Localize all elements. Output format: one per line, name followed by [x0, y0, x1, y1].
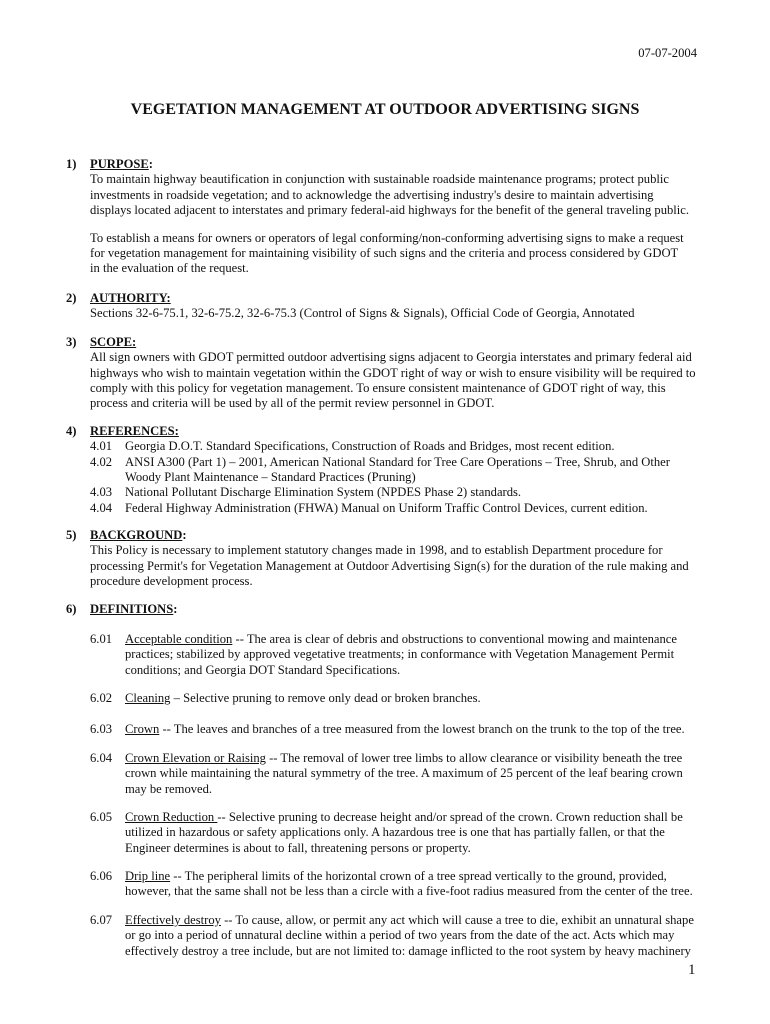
section-heading-suffix: :: [182, 528, 187, 542]
section-heading-label: REFERENCES:: [90, 424, 179, 438]
reference-number: 4.03: [90, 485, 113, 500]
definition-first-line: [125, 691, 481, 706]
definition-number: 6.05: [90, 810, 113, 824]
section-heading-label: PURPOSE: [90, 157, 149, 171]
definition-line: or go into a period of unnatural decline within a period of two years from the date of the act. Acts which may: [125, 928, 675, 943]
section-number: 5): [66, 528, 77, 542]
definition-term: Cleaning: [125, 691, 171, 705]
section-heading-label: SCOPE:: [90, 335, 137, 349]
section-heading: [90, 602, 177, 617]
definition-line: utilized in hazardous or safety applications only. A hazardous tree is one that has partially fallen, or that the: [125, 825, 665, 840]
document-title: VEGETATION MANAGEMENT AT OUTDOOR ADVERTISING SIGNS: [130, 101, 640, 118]
section-number: 1): [66, 157, 77, 171]
definition-text: -- The peripheral limits of the horizontal crown of a tree spread vertically to the ground, provided,: [170, 869, 667, 883]
definition-term: Crown Reduction: [125, 810, 218, 824]
definition-term: Crown Elevation or Raising: [125, 751, 266, 765]
definition-number: 6.07: [90, 913, 113, 927]
definition-text: -- The leaves and branches of a tree measured from the lowest branch on the trunk to the top of the tree.: [159, 722, 685, 736]
paragraph-line: for vegetation management for maintaining visibility of such signs and the criteria and process considered by GDOT: [90, 246, 679, 260]
reference-text: National Pollutant Discharge Elimination System (NPDES Phase 2) standards.: [125, 485, 522, 500]
definition-number: 6.06: [90, 869, 113, 883]
definition-first-line: [125, 913, 694, 928]
reference-number: 4.04: [90, 500, 113, 515]
definition-term: Effectively destroy: [125, 913, 221, 927]
definition-line: may be removed.: [125, 781, 213, 796]
definition-number: 6.02: [90, 691, 113, 705]
definition-term: Drip line: [125, 869, 171, 883]
definition-text: – Selective pruning to remove only dead or broken branches.: [170, 691, 481, 705]
definition-number: 6.01: [90, 632, 113, 646]
definition-text: -- The area is clear of debris and obstructions to conventional mowing and maintenance: [232, 632, 677, 646]
section-heading-label: BACKGROUND: [90, 528, 183, 542]
section-heading-suffix: :: [173, 602, 178, 616]
paragraph-line: processing Permit's for Vegetation Management at Outdoor Advertising Sign(s) for the duration of the rule making and: [90, 558, 689, 573]
definition-text: -- To cause, allow, or permit any act which will cause a tree to die, exhibit an unnatural shape: [220, 913, 694, 927]
section-number: 3): [66, 335, 77, 349]
definition-line: conditions; and Georgia DOT Standard Specifications.: [125, 662, 401, 677]
definition-number: 6.04: [90, 751, 113, 765]
paragraph-line: procedure development process.: [90, 573, 253, 588]
definition-term: Crown: [125, 722, 160, 736]
section-heading: [90, 424, 179, 439]
paragraph-line: displays located adjacent to interstates and primary federal-aid highways for the benefit of the general traveling public.: [90, 202, 690, 217]
section-heading-label: AUTHORITY:: [90, 291, 171, 305]
document-date: 07-07-2004: [638, 46, 697, 60]
paragraph-line: This Policy is necessary to implement statutory changes made in 1998, and to establish Department procedure for: [90, 543, 663, 558]
definition-first-line: [125, 722, 685, 737]
definition-first-line: [125, 869, 667, 884]
definition-text: -- The removal of lower tree limbs to allow clearance or visibility beneath the tree: [265, 751, 683, 765]
page-number: 1: [688, 962, 696, 978]
reference-number: 4.02: [90, 454, 113, 469]
reference-number: 4.01: [90, 439, 113, 454]
section-number: 6): [66, 602, 77, 616]
definition-line: Engineer determines is about to fall, threatening persons or property.: [125, 840, 471, 855]
definition-line: however, that the same shall not be less than a circle with a five-foot radius measured from the center of the tree.: [125, 884, 693, 899]
definition-line: effectively destroy a tree include, but are not limited to: damage inflicted to the root system by heavy machinery: [125, 943, 691, 958]
section-number: 4): [66, 424, 77, 438]
section-heading: [90, 335, 136, 350]
paragraph-line: All sign owners with GDOT permitted outdoor advertising signs adjacent to Georgia interstates and primary federal aid: [90, 350, 692, 365]
definition-text: -- Selective pruning to decrease height and/or spread of the crown. Crown reduction shall be: [217, 810, 683, 824]
paragraph-line: Sections 32-6-75.1, 32-6-75.2, 32-6-75.3 (Control of Signs & Signals), Official Code of Georgia, Annotated: [90, 306, 635, 321]
section-heading: [90, 528, 187, 543]
paragraph-line: process and criteria will be used by all of the permit review personnel in GDOT.: [90, 396, 495, 411]
reference-text: ANSI A300 (Part 1) – 2001, American National Standard for Tree Care Operations – Tree, Shrub, and Other: [125, 454, 670, 469]
paragraph-line: investments in roadside vegetation; and to acknowledge the advertising industry's desire to maintain advertising: [90, 187, 654, 202]
definition-first-line: [125, 810, 683, 825]
definition-first-line: [125, 632, 677, 647]
definition-term: Acceptable condition: [125, 632, 233, 646]
reference-text: Woody Plant Maintenance – Standard Practices (Pruning): [125, 469, 416, 484]
section-heading-label: DEFINITIONS: [90, 602, 174, 616]
paragraph-line: To maintain highway beautification in conjunction with sustainable roadside maintenance programs; protect public: [90, 172, 669, 187]
paragraph-line: highways who wish to maintain vegetation within the GDOT right of way or wish to ensure visibility will be required to: [90, 365, 696, 380]
definition-first-line: [125, 751, 682, 766]
section-heading-suffix: :: [148, 157, 153, 171]
paragraph-line: To establish a means for owners or operators of legal conforming/non-conforming advertising signs to make a request: [90, 230, 684, 245]
definition-line: practices; stabilized by approved vegetative treatments; in conformance with Vegetation Management Permit: [125, 647, 675, 662]
section-heading: [90, 291, 171, 306]
section-number: 2): [66, 291, 77, 305]
paragraph-line: comply with this policy for vegetation management. To ensure consistent maintenance of GDOT right of way, this: [90, 380, 666, 395]
section-heading: [90, 157, 153, 172]
definition-number: 6.03: [90, 722, 113, 736]
reference-text: Georgia D.O.T. Standard Specifications, Construction of Roads and Bridges, most recent edition.: [125, 439, 615, 454]
reference-text: Federal Highway Administration (FHWA) Manual on Uniform Traffic Control Devices, current edition.: [125, 500, 648, 515]
paragraph-line: in the evaluation of the request.: [90, 261, 249, 276]
definition-line: crown while maintaining the natural symmetry of the tree. A maximum of 25 percent of the leaf bearing crown: [125, 766, 683, 781]
